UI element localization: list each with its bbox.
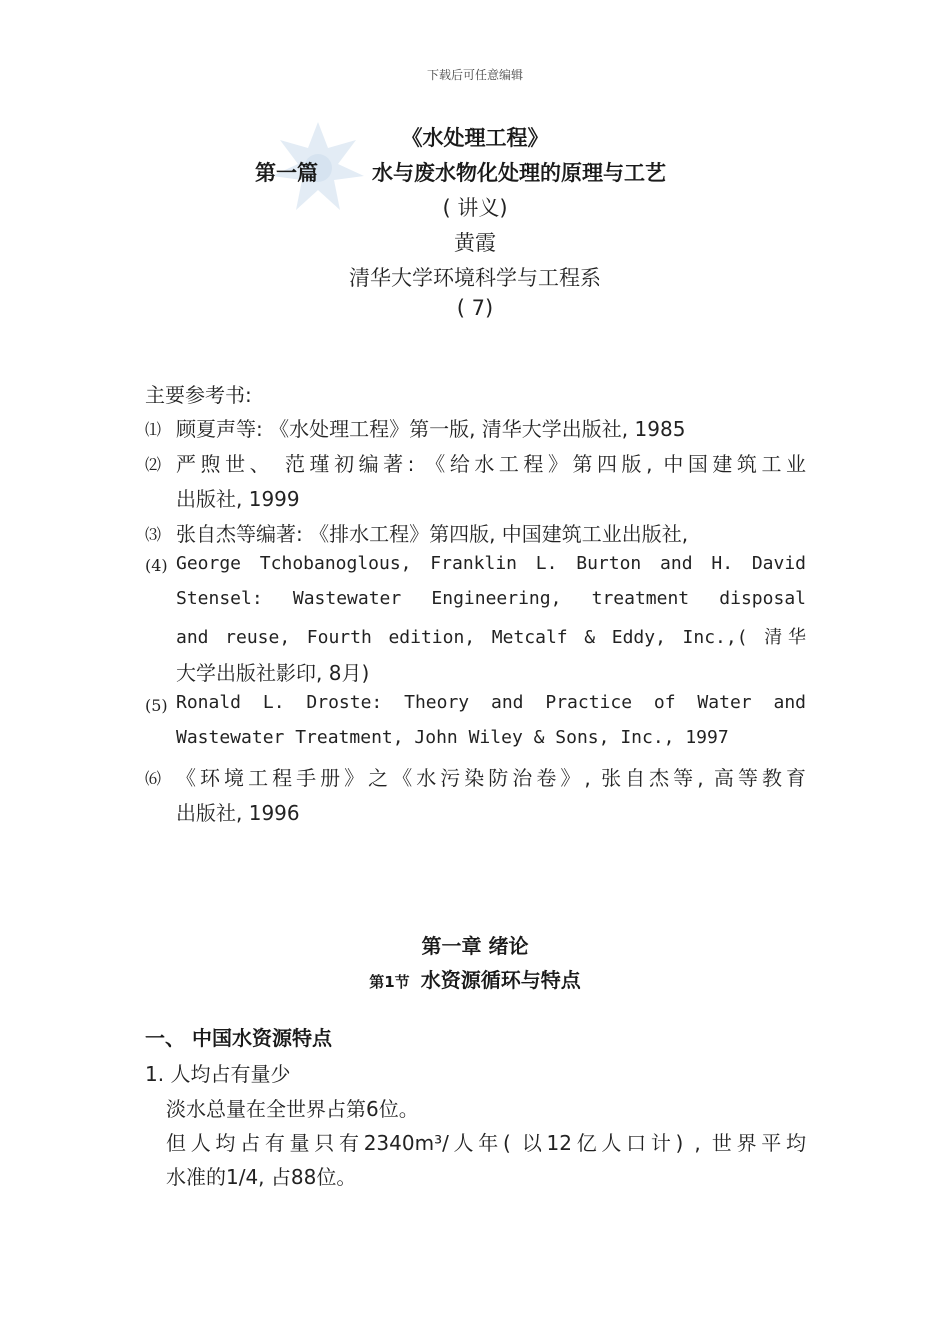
ref-number: (4) [145, 556, 168, 575]
paragraph: 但人均占有量只有2340m³/人年( 以12亿人口计) , 世界平均 [166, 1131, 806, 1155]
subsection-heading: 一、 中国水资源特点 [145, 1026, 332, 1050]
header-note: 下载后可任意编辑 [426, 68, 523, 82]
ref-number: ⑹ [145, 769, 162, 788]
ref-line: 出版社, 1999 [176, 487, 300, 511]
ref-line: George Tchobanoglous, Franklin L. Burton and H. David [176, 553, 806, 574]
ref-line: 顾夏声等: 《水处理工程》第一版, 清华大学出版社, 1985 [176, 417, 686, 441]
part-label: 第一篇 [255, 161, 318, 185]
ref-line: 张自杰等编著: 《排水工程》第四版, 中国建筑工业出版社, [176, 522, 689, 546]
author-name: 黄霞 [454, 231, 496, 255]
ref-line: Wastewater Treatment, John Wiley & Sons, Inc., 1997 [176, 727, 729, 748]
section-heading [0, 964, 950, 993]
ref-number: ⑴ [145, 420, 162, 439]
ref-line: Ronald L. Droste: Theory and Practice of Water and [176, 692, 806, 713]
chapter-title: 第一章 绪论 [421, 934, 529, 958]
paragraph: 淡水总量在全世界占第6位。 [166, 1097, 419, 1121]
list-item-1: 1. 人均占有量少 [145, 1062, 291, 1086]
ref-line: 大学出版社影印, 8月) [176, 661, 370, 685]
department: 清华大学环境科学与工程系 [349, 266, 601, 290]
ref-line: and reuse, Fourth edition, Metcalf & Eddy, Inc.,( 清华 [176, 627, 806, 648]
ref-line: Stensel: Wastewater Engineering, treatment disposal [176, 588, 806, 609]
paragraph: 水准的1/4, 占88位。 [166, 1165, 357, 1189]
ref-line: 严煦世、 范瑾初编著: 《给水工程》第四版, 中国建筑工业 [176, 452, 806, 476]
ref-number: ⑶ [145, 525, 162, 544]
section-title: 水资源循环与特点 [420, 968, 581, 992]
ref-number: (5) [145, 696, 168, 715]
ref-number: ⑵ [145, 455, 162, 474]
document-kind: ( 讲义) [442, 196, 508, 220]
lecture-number: ( 7) [456, 296, 494, 320]
ref-line: 出版社, 1996 [176, 801, 300, 825]
references-heading: 主要参考书: [145, 383, 252, 407]
section-number: 第1节 [369, 973, 410, 991]
part-title: 水与废水物化处理的原理与工艺 [372, 161, 666, 185]
book-title: 《水处理工程》 [401, 126, 549, 150]
ref-line: 《环境工程手册》之《水污染防治卷》, 张自杰等, 高等教育 [176, 766, 806, 790]
